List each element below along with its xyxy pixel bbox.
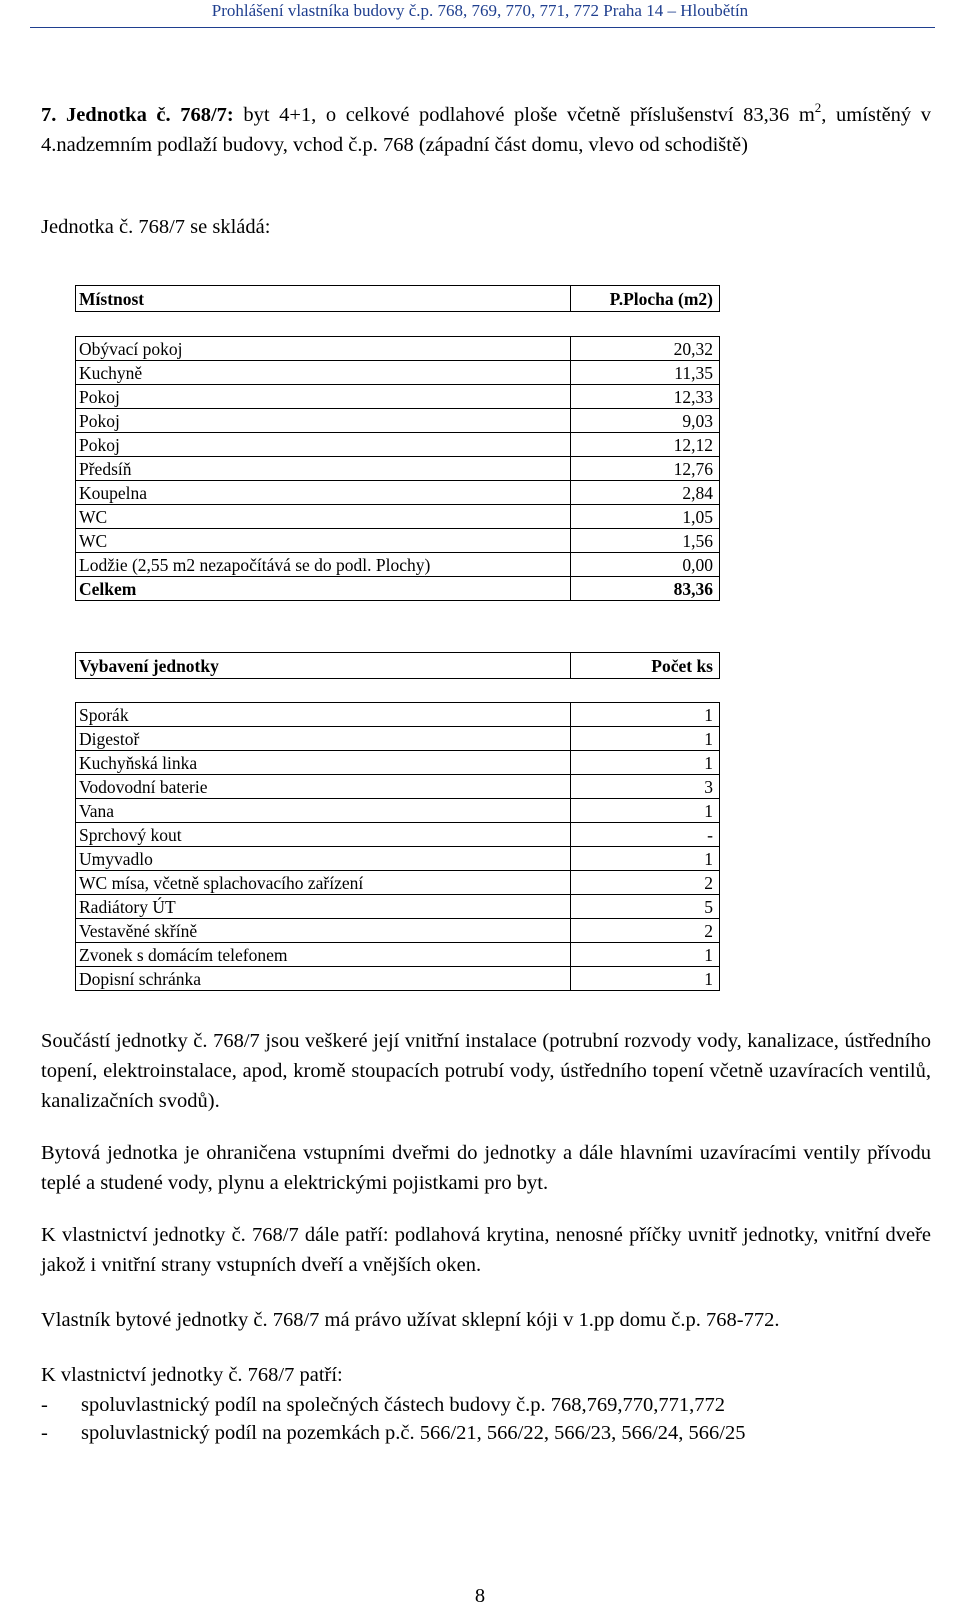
room-row-value: 1,05: [571, 505, 720, 529]
equipment-row-label: Kuchyňská linka: [76, 751, 571, 775]
unit-heading-text: byt 4+1, o celkové podlahové ploše včetně příslušenství 83,36 m: [233, 104, 815, 126]
rooms-header-room: Místnost: [76, 286, 571, 312]
equipment-row-value: 1: [571, 727, 720, 751]
unit-heading-sup: 2: [814, 100, 822, 115]
page-number: 8: [474, 1585, 486, 1607]
unit-heading: [41, 93, 931, 160]
rooms-table: [75, 336, 720, 601]
room-row: [76, 505, 720, 529]
paragraph-ownership-intro: K vlastnictví jednotky č. 768/7 patří:: [41, 1364, 343, 1386]
equipment-row-label: Sprchový kout: [76, 823, 571, 847]
equipment-row-value: 1: [571, 847, 720, 871]
room-row-label: WC: [76, 505, 571, 529]
room-row-label: Pokoj: [76, 433, 571, 457]
room-row-label: Obývací pokoj: [76, 337, 571, 361]
ownership-list-item: [41, 1390, 725, 1420]
equipment-row: [76, 727, 720, 751]
room-row-label: Kuchyně: [76, 361, 571, 385]
equipment-row: [76, 847, 720, 871]
equipment-row-value: 2: [571, 919, 720, 943]
room-row-label: Pokoj: [76, 385, 571, 409]
rooms-header-area: P.Plocha (m2): [570, 286, 719, 312]
equipment-row: [76, 943, 720, 967]
equipment-row-label: Sporák: [76, 703, 571, 727]
header-title: Prohlášení vlastníka budovy č.p. 768, 769, 770, 771, 772 Praha 14 – Hloubětín: [211, 1, 749, 20]
equipment-header-item: Vybavení jednotky: [76, 653, 571, 679]
room-row-value: 1,56: [571, 529, 720, 553]
room-row: [76, 361, 720, 385]
equipment-table: [75, 702, 720, 991]
room-row: [76, 409, 720, 433]
room-row: [76, 481, 720, 505]
header-rule: [30, 27, 935, 28]
equipment-row-value: 1: [571, 799, 720, 823]
equipment-row-value: 1: [571, 943, 720, 967]
list-item-text: spoluvlastnický podíl na společných částech budovy č.p. 768,769,770,771,772: [81, 1394, 725, 1416]
list-item-text: spoluvlastnický podíl na pozemkách p.č. 566/21, 566/22, 566/23, 566/24, 566/25: [81, 1422, 746, 1444]
equipment-row-value: 1: [571, 967, 720, 991]
equipment-row: [76, 703, 720, 727]
equipment-row: [76, 919, 720, 943]
equipment-header-count: Počet ks: [570, 653, 719, 679]
room-row-value: 11,35: [571, 361, 720, 385]
list-dash: -: [41, 1394, 48, 1416]
composition-intro: Jednotka č. 768/7 se skládá:: [41, 216, 271, 238]
equipment-row-label: Radiátory ÚT: [76, 895, 571, 919]
equipment-row-label: Vodovodní baterie: [76, 775, 571, 799]
list-dash: -: [41, 1422, 48, 1444]
room-row: [76, 337, 720, 361]
equipment-row-label: WC mísa, včetně splachovacího zařízení: [76, 871, 571, 895]
room-row: [76, 385, 720, 409]
page-header: [0, 0, 960, 26]
room-row-value: 20,32: [571, 337, 720, 361]
equipment-row-value: 5: [571, 895, 720, 919]
room-row-label: WC: [76, 529, 571, 553]
room-row-value: 0,00: [571, 553, 720, 577]
unit-heading-prefix: 7. Jednotka č. 768/7:: [41, 104, 234, 126]
equipment-row-value: -: [571, 823, 720, 847]
equipment-row-label: Zvonek s domácím telefonem: [76, 943, 571, 967]
paragraph-boundaries: Bytová jednotka je ohraničena vstupními dveřmi do jednotky a dále hlavními uzavíracími ventily přívodu teplé a studené vody, plynu a elektrickými pojistkami pro byt.: [41, 1142, 931, 1194]
equipment-row: [76, 799, 720, 823]
equipment-row-label: Vana: [76, 799, 571, 823]
paragraph-components: Součástí jednotky č. 768/7 jsou veškeré její vnitřní instalace (potrubní rozvody vody, kanalizace, ústředního topení, elektroinstalace, apod, kromě stoupacích potrubí vody, ústředního topení včetně uzavíracích ventilů, kanalizačních svodů).: [41, 1030, 931, 1112]
equipment-row: [76, 823, 720, 847]
room-row-label: Koupelna: [76, 481, 571, 505]
room-row: [76, 529, 720, 553]
rooms-total-row: [76, 577, 720, 601]
room-row-value: 12,12: [571, 433, 720, 457]
equipment-row-value: 1: [571, 703, 720, 727]
room-row: [76, 433, 720, 457]
rooms-table-header: [75, 285, 720, 312]
unit-heading-text-after: , umístěný v 4.nadzemním podlaží budovy, vchod č.p. 768 (západní část domu, vlevo od schodiště): [41, 104, 931, 156]
equipment-row-label: Vestavěné skříně: [76, 919, 571, 943]
equipment-row: [76, 775, 720, 799]
room-row-value: 2,84: [571, 481, 720, 505]
paragraph-cellar: Vlastník bytové jednotky č. 768/7 má právo užívat sklepní kóji v 1.pp domu č.p. 768-772.: [41, 1309, 780, 1331]
room-row: [76, 457, 720, 481]
equipment-row-value: 3: [571, 775, 720, 799]
room-row-value: 12,33: [571, 385, 720, 409]
paragraph-ownership-extra: K vlastnictví jednotky č. 768/7 dále patří: podlahová krytina, nenosné příčky uvnitř jednotky, vnitřní dveře jakož i vnitřní strany vstupních dveří a vnějších oken.: [41, 1224, 931, 1276]
room-row-value: 9,03: [571, 409, 720, 433]
equipment-row-label: Dopisní schránka: [76, 967, 571, 991]
room-row-label: Předsíň: [76, 457, 571, 481]
room-row: [76, 553, 720, 577]
room-row-label: Lodžie (2,55 m2 nezapočítává se do podl. Plochy): [76, 553, 571, 577]
equipment-row: [76, 895, 720, 919]
ownership-list-item: [41, 1418, 745, 1448]
equipment-row-label: Umyvadlo: [76, 847, 571, 871]
room-row-value: 12,76: [571, 457, 720, 481]
rooms-total-value: 83,36: [571, 577, 720, 601]
room-row-label: Pokoj: [76, 409, 571, 433]
equipment-row-value: 1: [571, 751, 720, 775]
equipment-row: [76, 751, 720, 775]
equipment-row-label: Digestoř: [76, 727, 571, 751]
equipment-row: [76, 871, 720, 895]
equipment-table-header: [75, 652, 720, 679]
rooms-total-label: Celkem: [76, 577, 571, 601]
equipment-row: [76, 967, 720, 991]
equipment-row-value: 2: [571, 871, 720, 895]
